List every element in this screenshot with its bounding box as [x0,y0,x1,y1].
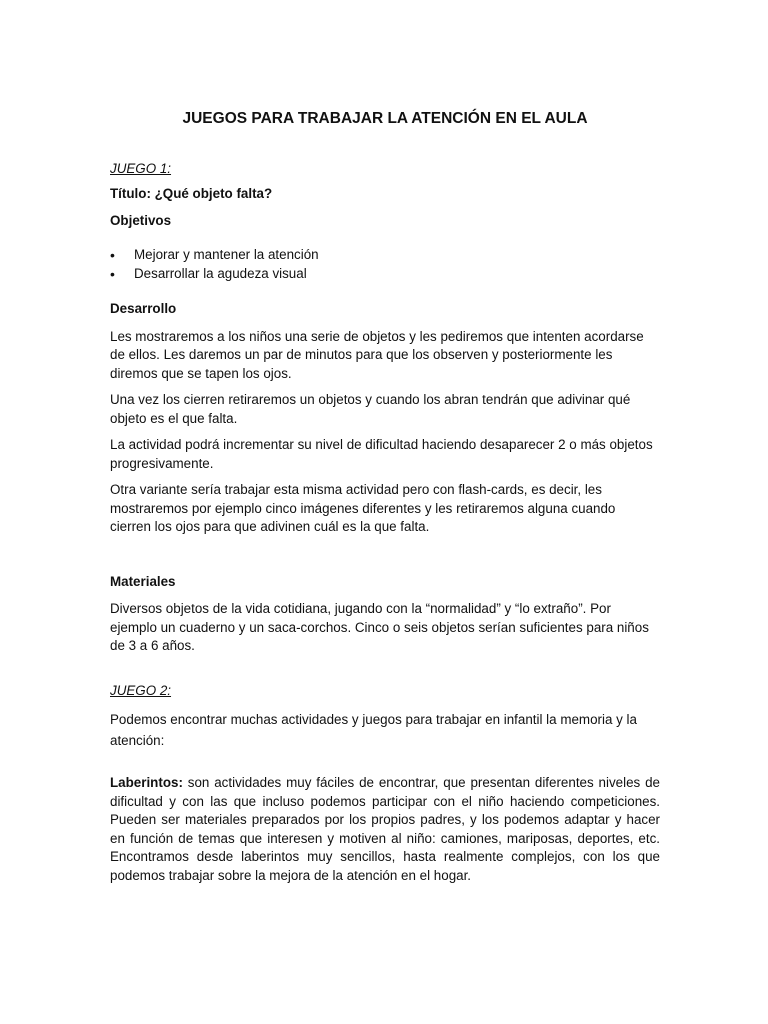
objetivos-heading: Objetivos [110,212,172,228]
laberintos-term: Laberintos: [110,775,183,790]
objetivo-item: • Mejorar y mantener la atención [110,246,660,265]
objetivos-list [110,246,660,283]
desarrollo-paragraph: La actividad podrá incrementar su nivel de dificultad haciendo desaparecer 2 o más objetos progresivamente. [110,437,653,471]
document-title: JUEGOS PARA TRABAJAR LA ATENCIÓN EN EL AULA [182,110,588,127]
desarrollo-paragraph: Una vez los cierren retiraremos un objetos y cuando los abran tendrán que adivinar qué objeto es el que falta. [110,392,631,426]
laberintos-paragraph [110,774,660,885]
juego-2-intro: Podemos encontrar muchas actividades y juegos para trabajar en infantil la memoria y la atención: [110,712,637,748]
materiales-heading: Materiales [110,573,176,589]
objetivo-item: • Desarrollar la agudeza visual [110,265,660,284]
document-body [110,110,660,885]
laberintos-text: son actividades muy fáciles de encontrar, que presentan diferentes niveles de dificultad y con las que incluso podemos participar con el niño haciendo competiciones. Pueden ser materiales preparados por los propios padres, y los podemos adaptar y hacer en función de temas que interesen y motiven al niño: camiones, mariposas, deportes, etc. Encontramos desde laberintos muy sencillos, hasta realmente complejos, con los que podemos trabajar sobre la mejora de la atención en el hogar. [110,775,660,883]
juego-1-title: Título: ¿Qué objeto falta? [110,186,273,201]
juego-1-label: JUEGO 1: [110,160,172,176]
desarrollo-paragraph: Les mostraremos a los niños una serie de objetos y les pediremos que intenten acordarse de ellos. Les daremos un par de minutos para que los observen y posteriormente les diremos que se tapen los ojos. [110,328,644,381]
materiales-paragraph: Diversos objetos de la vida cotidiana, jugando con la “normalidad” y “lo extraño”. Por ejemplo un cuaderno y un saca-corchos. Cinco o seis objetos serían suficientes para niños de 3 a 6 años. [110,601,649,653]
desarrollo-heading: Desarrollo [110,301,177,316]
juego-2-label: JUEGO 2: [110,682,172,698]
desarrollo-paragraph: Otra variante sería trabajar esta misma actividad pero con flash-cards, es decir, les mostraremos por ejemplo cinco imágenes diferentes y les retiraremos alguna cuando cierren los ojos para que adivinen cuál es la que falta. [110,482,616,534]
